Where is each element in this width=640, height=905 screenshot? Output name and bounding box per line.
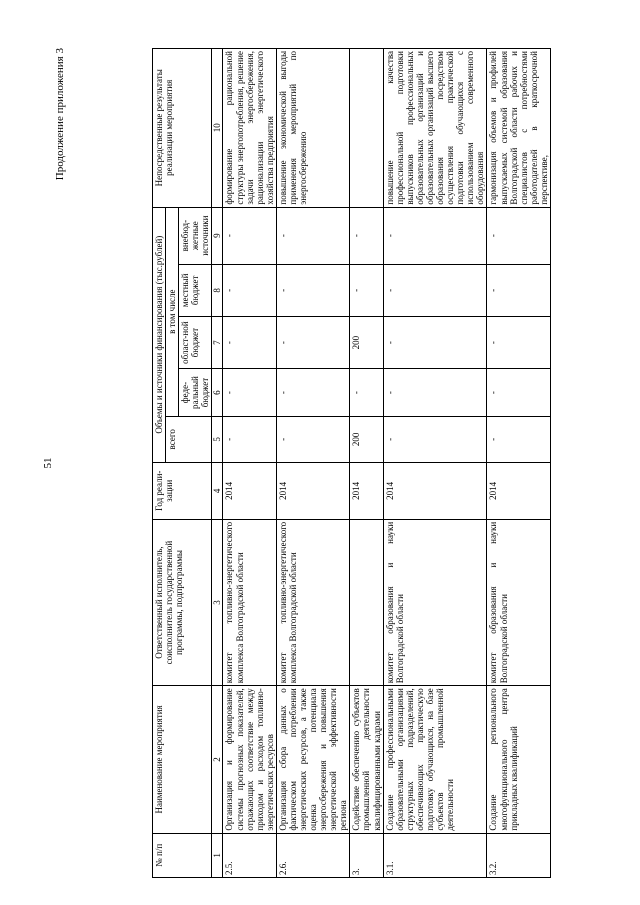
row-name: Создание профессиональными образовательными организациями структурных подразделений, обеспечивающих практическую подготовку обучающихся, на базе субъектов промышленной деятельности	[383, 686, 487, 833]
row-local: -	[223, 264, 276, 316]
column-number: 8	[212, 264, 223, 316]
row-name: Создание регионального многофункционального центра прикладных квалификаций	[487, 686, 550, 833]
row-num: 2.6.	[276, 833, 350, 877]
header-extra: внебюд-жетные источники	[179, 207, 212, 264]
header-federal: феде-ральный бюджет	[179, 369, 212, 417]
header-executor: Ответственный исполнитель, соисполнитель государственной программы, подпрограммы	[153, 519, 212, 685]
row-year: 2014	[276, 462, 350, 519]
row-regional: -	[223, 316, 276, 368]
row-total: -	[223, 416, 276, 462]
row-year: 2014	[223, 462, 276, 519]
rotated-content	[42, 48, 632, 878]
row-executor: комитет образования и науки Волгоградской области	[487, 519, 550, 685]
row-num: 3.2.	[487, 833, 550, 877]
column-number: 6	[212, 369, 223, 417]
header-num: № п/п	[153, 833, 212, 877]
header-results: Непосредственные результаты реализации мероприятия	[153, 49, 212, 208]
row-federal: -	[350, 369, 383, 417]
row-federal: -	[487, 369, 550, 417]
row-extra: -	[223, 207, 276, 264]
row-local: -	[350, 264, 383, 316]
row-total: 200	[350, 416, 383, 462]
row-executor: комитет образования и науки Волгоградской области	[383, 519, 487, 685]
table-row	[487, 49, 550, 878]
row-extra: -	[383, 207, 487, 264]
row-results: повышение качества профессиональной подготовки выпускников профессиональных образовательных организаций и образовательных организаций высшего образования посредством осуществления практической подготовки обучающихся с использованием современного оборудования	[383, 49, 487, 208]
row-regional: -	[487, 316, 550, 368]
row-extra: -	[276, 207, 350, 264]
header-name: Наименование мероприятия	[153, 686, 212, 833]
page-number: 51	[42, 457, 54, 469]
column-number: 7	[212, 316, 223, 368]
row-regional: -	[276, 316, 350, 368]
row-results	[350, 49, 383, 208]
row-executor: комитет топливно-энергетического комплекса Волгоградской области	[276, 519, 350, 685]
row-federal: -	[276, 369, 350, 417]
column-number: 4	[212, 462, 223, 519]
column-number: 1	[212, 833, 223, 877]
row-federal: -	[223, 369, 276, 417]
table-row	[350, 49, 383, 878]
row-total: -	[383, 416, 487, 462]
column-number: 9	[212, 207, 223, 264]
row-extra: -	[350, 207, 383, 264]
row-local: -	[276, 264, 350, 316]
row-local: -	[383, 264, 487, 316]
column-number: 2	[212, 686, 223, 833]
row-total: -	[276, 416, 350, 462]
row-total: -	[487, 416, 550, 462]
row-num: 3.	[350, 833, 383, 877]
row-results: гармонизация объемов и профилей выпускаемых системой образования Волгоградской области рабочих и специалистов с потребностями работодателей в краткосрочной перспективе,	[487, 49, 550, 208]
table-row	[383, 49, 487, 878]
column-number: 10	[212, 49, 223, 208]
row-regional: -	[383, 316, 487, 368]
header-total: всего	[166, 416, 212, 462]
row-year: 2014	[487, 462, 550, 519]
row-executor: комитет топливно-энергетического комплекса Волгоградской области	[223, 519, 276, 685]
column-number: 3	[212, 519, 223, 685]
row-year: 2014	[350, 462, 383, 519]
table-row	[223, 49, 276, 878]
row-num: 3.1.	[383, 833, 487, 877]
row-regional: 200	[350, 316, 383, 368]
row-local: -	[487, 264, 550, 316]
row-results: формирование рациональной структуры энергопотребления, решение задачи энергосбережения, рационализации энергетического хозяйства предприятия	[223, 49, 276, 208]
funding-table	[152, 48, 551, 878]
column-number: 5	[212, 416, 223, 462]
appendix-subtitle: Продолжение приложения 3	[54, 48, 66, 181]
row-name: Организация и формирование системы прогнозных показателей, отражающих соответствие между приходом и расходом топливно-энергетических ресурсов	[223, 686, 276, 833]
row-results: повышение экономической выгоды применения мероприятий по энергосбережению	[276, 49, 350, 208]
row-name: Организация сбора данных о фактическом потреблении энергетических ресурсов, а также оценка потенциала энергосбережения и повышения энергетической эффективности региона	[276, 686, 350, 833]
row-name: Содействие обеспечению субъектов промышленной деятельности квалифицированными кадрами	[350, 686, 383, 833]
header-local: местный бюджет	[179, 264, 212, 316]
header-regional: област-ной бюджет	[179, 316, 212, 368]
header-funding: Объемы и источники финансирования (тыс.рублей)	[153, 207, 166, 462]
header-year: Год реали-зации	[153, 462, 212, 519]
table-row	[276, 49, 350, 878]
header-incl: в том числе	[166, 207, 179, 416]
row-num: 2.5.	[223, 833, 276, 877]
row-extra: -	[487, 207, 550, 264]
row-year: 2014	[383, 462, 487, 519]
row-federal: -	[383, 369, 487, 417]
row-executor	[350, 519, 383, 685]
